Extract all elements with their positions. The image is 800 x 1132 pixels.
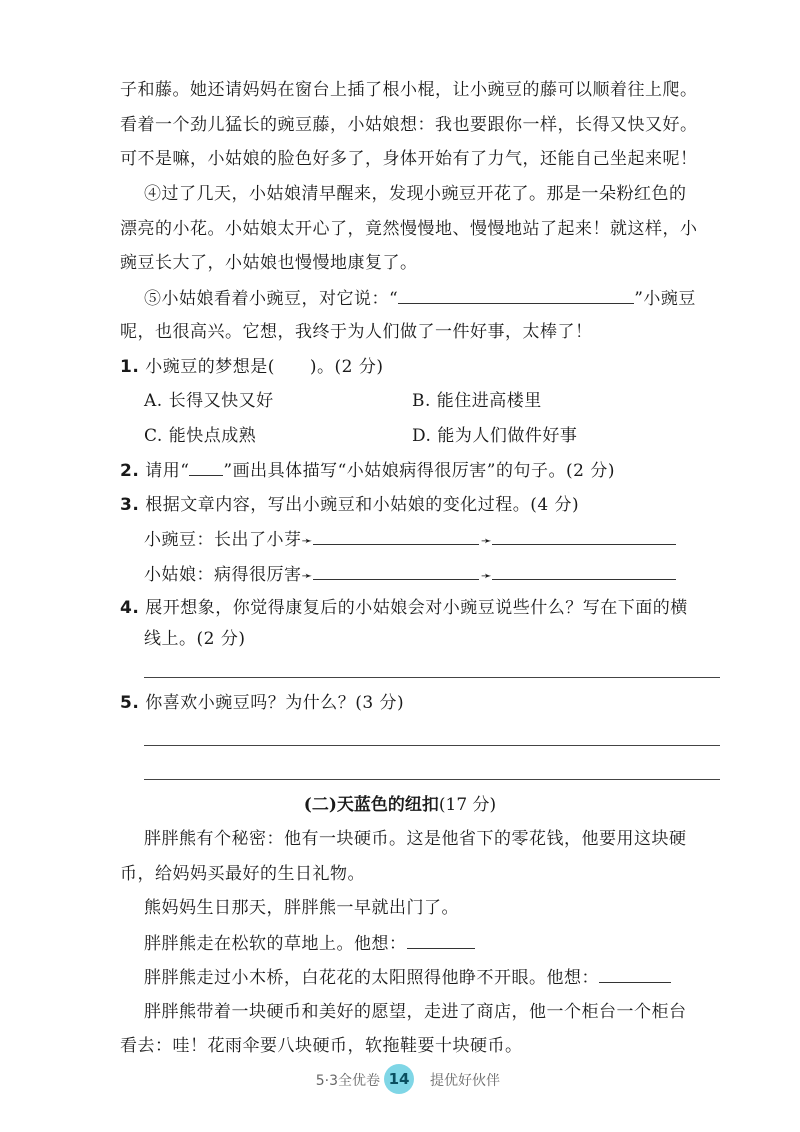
footer-brand: 5·3全优卷 <box>315 1073 380 1089</box>
section-2-title <box>0 794 800 816</box>
q5-answer-line-2[interactable] <box>144 779 720 780</box>
underline-sample <box>189 459 223 476</box>
para5-before: ⑤小姑娘看着小豌豆，对它说：“ <box>144 289 399 309</box>
question-4-number: 4. <box>120 598 140 618</box>
arrow-icon: ➛ <box>301 569 313 584</box>
s2-line-shop-2: 看去：哇！花雨伞要八块硬币，软拖鞋要十块硬币。 <box>120 1036 523 1056</box>
s2-line-shop-1: 胖胖熊带着一块硬币和美好的愿望，走进了商店，他一个柜台一个柜台 <box>144 1002 687 1022</box>
q5-answer-line-1[interactable] <box>144 745 720 746</box>
question-2-number: 2. <box>120 461 140 481</box>
para5-answer-blank[interactable] <box>398 287 634 304</box>
q3-row-girl <box>144 563 676 588</box>
s2-line-bridge <box>144 966 671 989</box>
story-line-4: ④过了几天，小姑娘清早醒来，发现小豌豆开花了。那是一朵粉红色的 <box>144 184 687 204</box>
question-1-number: 1. <box>120 357 140 377</box>
question-1-text: 小豌豆的梦想是( )。(2 分) <box>145 357 384 377</box>
story-line-1: 子和藤。她还请妈妈在窗台上插了根小棍，让小豌豆的藤可以顺着往上爬。 <box>120 80 698 100</box>
s2-grass-text: 胖胖熊走在松软的草地上。他想： <box>144 934 407 954</box>
s2-line-2: 币，给妈妈买最好的生日礼物。 <box>120 864 365 884</box>
question-1 <box>120 356 383 378</box>
q3-girl-blank-2[interactable] <box>492 563 676 580</box>
question-4-line-1: 展开想象，你觉得康复后的小姑娘会对小豌豆说些什么？写在下面的横 <box>145 598 688 618</box>
arrow-icon: ➛ <box>480 534 493 549</box>
grass-thought-blank[interactable] <box>407 932 475 949</box>
section-2-title-text: (二)天蓝色的纽扣 <box>303 795 439 815</box>
footer-slogan: 提优好伙伴 <box>430 1073 500 1089</box>
bridge-thought-blank[interactable] <box>599 966 671 983</box>
section-2-score: (17 分) <box>438 795 497 815</box>
q3-girl-blank-1[interactable] <box>313 563 479 580</box>
option-d[interactable]: D. 能为人们做件好事 <box>412 426 578 446</box>
option-b[interactable]: B. 能住进高楼里 <box>412 391 542 411</box>
page-footer <box>0 1064 800 1094</box>
story-line-5: 漂亮的小花。小姑娘太开心了，竟然慢慢地、慢慢地站了起来！就这样，小 <box>120 219 698 239</box>
question-5-text: 你喜欢小豌豆吗？为什么？(3 分) <box>145 693 405 713</box>
page-number-badge: 14 <box>384 1064 414 1094</box>
q3-pea-blank-2[interactable] <box>492 528 676 545</box>
s2-line-3: 熊妈妈生日那天，胖胖熊一早就出门了。 <box>144 898 459 918</box>
para5-line-2: 呢，也很高兴。它想，我终于为人们做了一件好事，太棒了！ <box>120 322 593 342</box>
question-2 <box>120 459 615 482</box>
story-line-3: 可不是嘛，小姑娘的脸色好多了，身体开始有了力气，还能自己坐起来呢！ <box>120 149 698 169</box>
question-3 <box>120 494 579 516</box>
question-4 <box>120 597 688 619</box>
question-5 <box>120 692 404 714</box>
option-a[interactable]: A. 长得又快又好 <box>144 391 274 411</box>
story-line-6: 豌豆长大了，小姑娘也慢慢地康复了。 <box>120 253 418 273</box>
arrow-icon: ➛ <box>301 534 313 549</box>
para5-after: ”小豌豆 <box>634 289 696 309</box>
s2-line-1: 胖胖熊有个秘密：他有一块硬币。这是他省下的零花钱，他要用这块硬 <box>144 829 687 849</box>
question-3-text: 根据文章内容，写出小豌豆和小姑娘的变化过程。(4 分) <box>145 495 580 515</box>
q3-row-pea <box>144 528 676 553</box>
s2-bridge-text: 胖胖熊走过小木桥，白花花的太阳照得他睁不开眼。他想： <box>144 968 599 988</box>
question-2-before: 请用“ <box>145 461 190 481</box>
arrow-icon: ➛ <box>480 569 493 584</box>
q3-row-girl-label: 小姑娘：病得很厉害 <box>144 565 302 585</box>
option-c[interactable]: C. 能快点成熟 <box>144 426 257 446</box>
q3-pea-blank-1[interactable] <box>313 528 479 545</box>
q3-row-pea-label: 小豌豆：长出了小芽 <box>144 530 302 550</box>
q4-answer-line[interactable] <box>144 677 720 678</box>
question-3-number: 3. <box>120 495 140 515</box>
question-4-line-2: 线上。(2 分) <box>144 629 246 649</box>
question-5-number: 5. <box>120 693 140 713</box>
s2-line-grass <box>144 932 475 955</box>
para5-line <box>144 287 696 310</box>
question-2-after: ”画出具体描写“小姑娘病得很厉害”的句子。(2 分) <box>223 461 615 481</box>
story-line-2: 看着一个劲儿猛长的豌豆藤，小姑娘想：我也要跟你一样，长得又快又好。 <box>120 115 698 135</box>
